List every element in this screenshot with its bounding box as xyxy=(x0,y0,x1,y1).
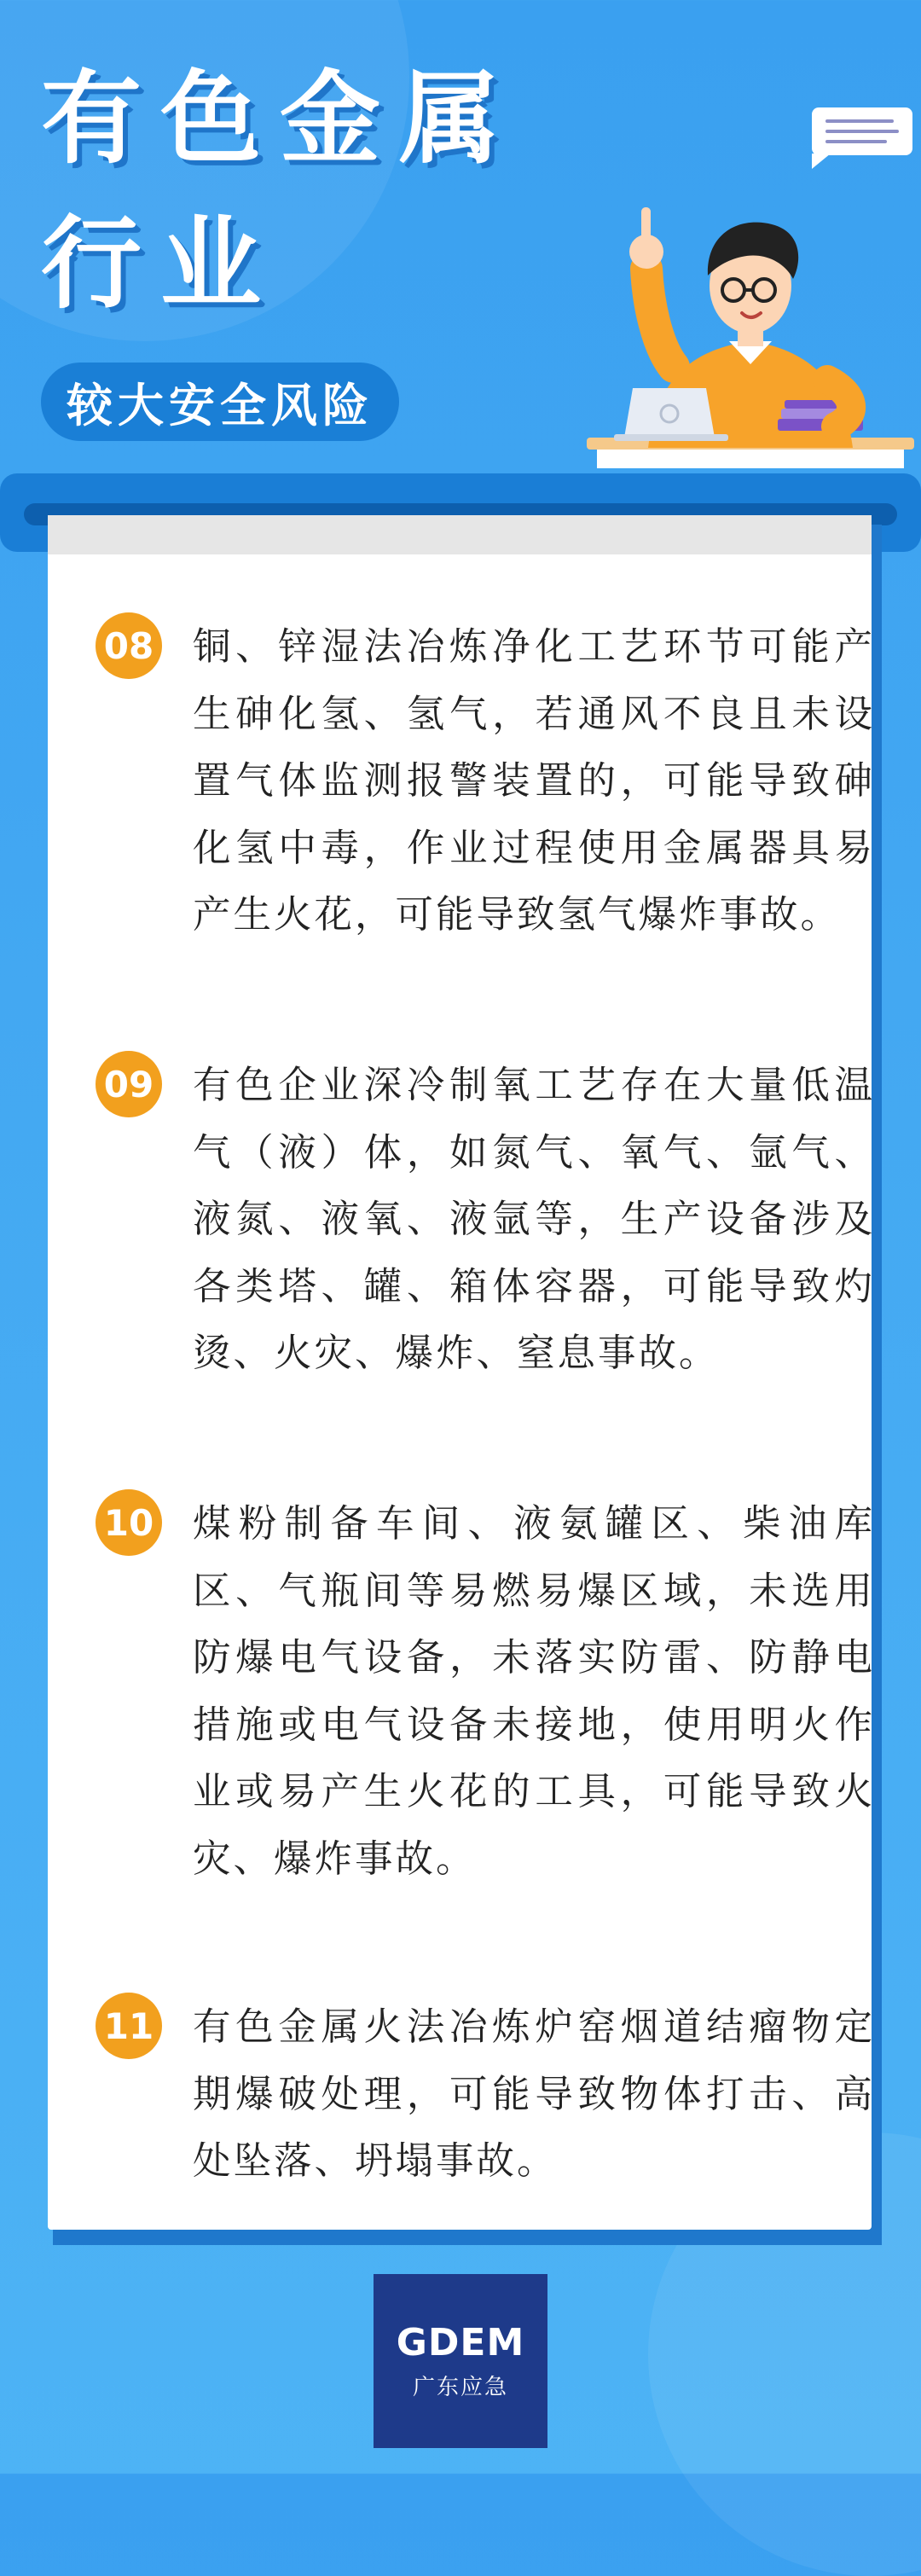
chat-bubble-line xyxy=(825,119,894,123)
item-text: 煤粉制备车间、液氨罐区、柴油库区、气瓶间等易燃易爆区域，未选用防爆电气设备，未落实防雷、防静电措施或电气设备未接地，使用明火作业或易产生火花的工具，可能导致火灾、爆炸事故。 xyxy=(193,1502,875,1881)
page-title-line1: 有色金属 xyxy=(41,60,519,177)
subtitle-badge xyxy=(41,363,399,441)
gdem-logo xyxy=(374,2274,547,2448)
item-text: 有色金属火法冶炼炉窑烟道结瘤物定期爆破处理，可能导致物体打击、高处坠落、坍塌事故。 xyxy=(193,2005,875,2183)
item-number-badge: 08 xyxy=(96,612,162,679)
chat-bubble-icon xyxy=(812,107,912,155)
item-text: 铜、锌湿法冶炼净化工艺环节可能产生砷化氢、氢气，若通风不良且未设置气体监测报警装置的，可能导致砷化氢中毒，作业过程使用金属器具易产生火花，可能导致氢气爆炸事故。 xyxy=(193,625,875,937)
subtitle-text: 较大安全风险 xyxy=(67,378,374,432)
board-top-strip xyxy=(48,515,872,554)
chat-bubble-line xyxy=(825,130,899,133)
chat-bubble-line xyxy=(825,140,887,143)
item-number-badge: 10 xyxy=(96,1489,162,1556)
item-text: 有色企业深冷制氧工艺存在大量低温气（液）体，如氮气、氧气、氩气、液氮、液氧、液氩等，生产设备涉及各类塔、罐、箱体容器，可能导致灼烫、火灾、爆炸、窒息事故。 xyxy=(193,1064,875,1375)
item-number-badge: 11 xyxy=(96,1993,162,2059)
logo-main-text: GDEM xyxy=(396,2321,525,2364)
logo-sub-text: 广东应急 xyxy=(412,2375,508,2400)
page-title-line2: 行业 xyxy=(41,205,281,322)
content-board xyxy=(48,515,875,2230)
teacher-illustration xyxy=(580,166,921,473)
item-number-badge: 09 xyxy=(96,1051,162,1117)
